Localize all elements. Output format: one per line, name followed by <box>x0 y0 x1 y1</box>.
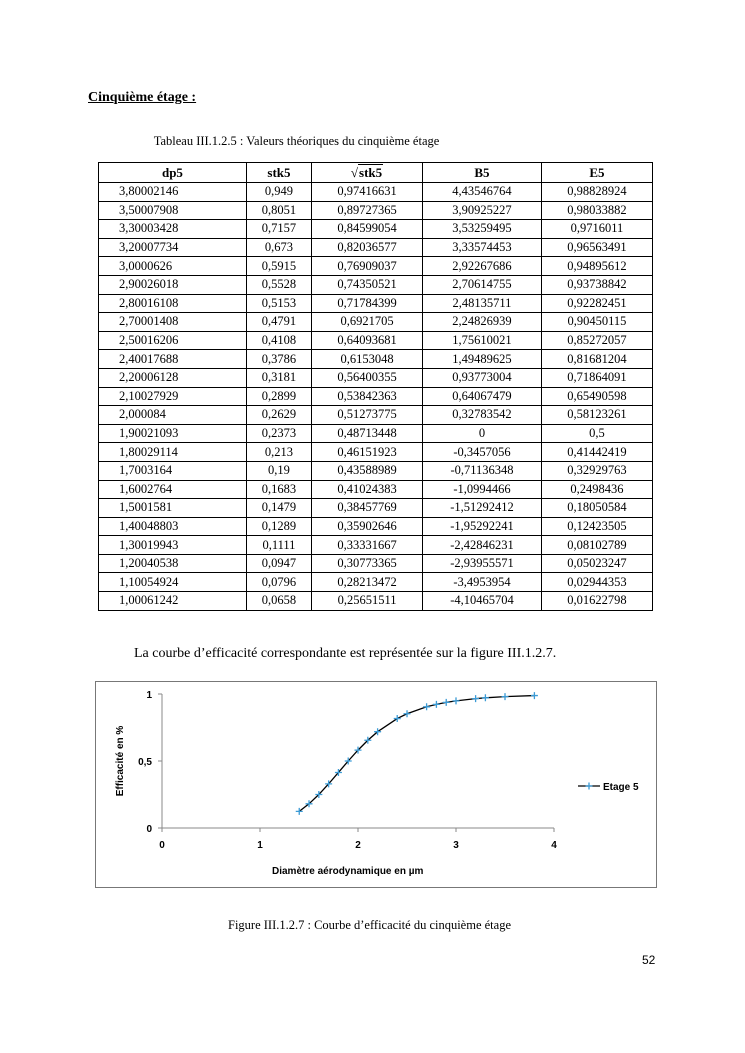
table-cell: 0,6921705 <box>312 313 423 332</box>
table-cell: 3,50007908 <box>99 201 247 220</box>
table-cell: -3,4953954 <box>423 573 542 592</box>
table-cell: 2,90026018 <box>99 275 247 294</box>
table-cell: 1,00061242 <box>99 592 247 611</box>
data-point <box>443 699 450 706</box>
table-cell: 0,43588989 <box>312 461 423 480</box>
table-cell: 2,10027929 <box>99 387 247 406</box>
table-cell: 0,02944353 <box>541 573 652 592</box>
table-cell: 0,1479 <box>246 499 311 518</box>
table-cell: 0,0947 <box>246 554 311 573</box>
table-cell: 1,75610021 <box>423 331 542 350</box>
table-cell: 0,64093681 <box>312 331 423 350</box>
table-cell: 0,3786 <box>246 350 311 369</box>
legend-marker <box>586 783 593 790</box>
table-cell: 0,18050584 <box>541 499 652 518</box>
y-axis-label: Efficacité en % <box>115 725 126 797</box>
table-header-row <box>99 163 653 183</box>
table-cell: 3,33574453 <box>423 238 542 257</box>
table-cell: 0,92282451 <box>541 294 652 313</box>
table-cell: 0,32783542 <box>423 406 542 425</box>
table-row <box>99 517 653 536</box>
table-cell: 0,0796 <box>246 573 311 592</box>
table-cell: -2,93955571 <box>423 554 542 573</box>
table-cell: 0,2373 <box>246 424 311 443</box>
data-point <box>453 697 460 704</box>
table-cell: 0,5153 <box>246 294 311 313</box>
table-cell: 0,12423505 <box>541 517 652 536</box>
values-table <box>98 162 653 611</box>
table-row <box>99 368 653 387</box>
table-row <box>99 313 653 332</box>
table-cell: 3,20007734 <box>99 238 247 257</box>
table-row <box>99 424 653 443</box>
header-e5: E5 <box>541 163 652 183</box>
legend-label: Etage 5 <box>603 782 639 793</box>
table-cell: 2,92267686 <box>423 257 542 276</box>
data-point <box>472 695 479 702</box>
table-cell: 2,70614755 <box>423 275 542 294</box>
table-cell: 0,5915 <box>246 257 311 276</box>
table-cell: 0,1111 <box>246 536 311 555</box>
table-cell: 0,82036577 <box>312 238 423 257</box>
table-row <box>99 238 653 257</box>
table-cell: 3,53259495 <box>423 220 542 239</box>
table-cell: 1,30019943 <box>99 536 247 555</box>
table-row <box>99 499 653 518</box>
table-cell: 4,43546764 <box>423 183 542 202</box>
table-cell: 0,2498436 <box>541 480 652 499</box>
data-point <box>394 715 401 722</box>
table-cell: 0,53842363 <box>312 387 423 406</box>
table-row <box>99 331 653 350</box>
table-cell: 1,7003164 <box>99 461 247 480</box>
table-cell: 1,90021093 <box>99 424 247 443</box>
header-stk5: stk5 <box>246 163 311 183</box>
table-cell: -2,42846231 <box>423 536 542 555</box>
table-cell: 0,19 <box>246 461 311 480</box>
data-point <box>502 693 509 700</box>
sqrt-icon: √ <box>350 165 359 180</box>
table-cell: -1,95292241 <box>423 517 542 536</box>
table-cell: 0,41024383 <box>312 480 423 499</box>
table-row <box>99 294 653 313</box>
table-cell: 0,7157 <box>246 220 311 239</box>
table-cell: 0,89727365 <box>312 201 423 220</box>
table-cell: 0,1683 <box>246 480 311 499</box>
table-cell: 0,05023247 <box>541 554 652 573</box>
table-cell: -0,71136348 <box>423 461 542 480</box>
table-cell: 0,4108 <box>246 331 311 350</box>
table-cell: -4,10465704 <box>423 592 542 611</box>
table-cell: 0,28213472 <box>312 573 423 592</box>
table-cell: 0,213 <box>246 443 311 462</box>
table-cell: -1,51292412 <box>423 499 542 518</box>
table-cell: 0,0658 <box>246 592 311 611</box>
header-b5: B5 <box>423 163 542 183</box>
section-title: Cinquième étage : <box>88 90 197 105</box>
table-cell: -0,3457056 <box>423 443 542 462</box>
table-row <box>99 554 653 573</box>
table-cell: 0,9716011 <box>541 220 652 239</box>
table-cell: 2,70001408 <box>99 313 247 332</box>
data-point <box>404 710 411 717</box>
table-caption: Tableau III.1.2.5 : Valeurs théoriques du cinquième étage <box>153 134 440 148</box>
x-tick-label: 4 <box>551 840 557 851</box>
table-row <box>99 461 653 480</box>
x-tick-label: 1 <box>257 840 263 851</box>
header-dp5: dp5 <box>99 163 247 183</box>
table-cell: 2,80016108 <box>99 294 247 313</box>
table-row <box>99 387 653 406</box>
y-tick-label: 0 <box>146 824 152 835</box>
table-cell: 0,98033882 <box>541 201 652 220</box>
table-cell: 0,76909037 <box>312 257 423 276</box>
table-cell: 0,38457769 <box>312 499 423 518</box>
table-cell: 1,10054924 <box>99 573 247 592</box>
table-cell: 1,6002764 <box>99 480 247 499</box>
table-cell: 2,20006128 <box>99 368 247 387</box>
table-cell: 0,30773365 <box>312 554 423 573</box>
table-cell: -1,0994466 <box>423 480 542 499</box>
table-cell: 0,71784399 <box>312 294 423 313</box>
sqrt-argument: stk5 <box>359 165 383 180</box>
table-cell: 1,49489625 <box>423 350 542 369</box>
table-row <box>99 201 653 220</box>
table-cell: 2,24826939 <box>423 313 542 332</box>
table-cell: 0,46151923 <box>312 443 423 462</box>
body-text: La courbe d’efficacité correspondante est représentée sur la figure III.1.2.7. <box>134 646 557 661</box>
table-cell: 1,20040538 <box>99 554 247 573</box>
table-cell: 0,85272057 <box>541 331 652 350</box>
table-cell: 0,93738842 <box>541 275 652 294</box>
table-row <box>99 480 653 499</box>
table-cell: 0,97416631 <box>312 183 423 202</box>
table-row <box>99 183 653 202</box>
table-cell: 0,48713448 <box>312 424 423 443</box>
table-cell: 0,71864091 <box>541 368 652 387</box>
table-cell: 0,51273775 <box>312 406 423 425</box>
x-axis-label: Diamètre aérodynamique en µm <box>272 866 424 877</box>
table-cell: 0,5 <box>541 424 652 443</box>
table-cell: 2,50016206 <box>99 331 247 350</box>
table-cell: 3,30003428 <box>99 220 247 239</box>
table-cell: 0,41442419 <box>541 443 652 462</box>
table-row <box>99 592 653 611</box>
table-row <box>99 573 653 592</box>
table-cell: 0,84599054 <box>312 220 423 239</box>
x-tick-label: 0 <box>159 840 165 851</box>
table-cell: 0,08102789 <box>541 536 652 555</box>
table-cell: 0,35902646 <box>312 517 423 536</box>
table-cell: 0,74350521 <box>312 275 423 294</box>
table-cell: 0,81681204 <box>541 350 652 369</box>
table-cell: 0,01622798 <box>541 592 652 611</box>
table-row <box>99 257 653 276</box>
table-row <box>99 220 653 239</box>
table-cell: 0,96563491 <box>541 238 652 257</box>
table-cell: 0,33331667 <box>312 536 423 555</box>
x-tick-label: 3 <box>453 840 459 851</box>
data-point <box>423 703 430 710</box>
series-line <box>299 696 534 812</box>
header-sqrt-stk5 <box>312 163 423 183</box>
chart-svg <box>96 682 656 887</box>
table-cell: 0,5528 <box>246 275 311 294</box>
table-row <box>99 443 653 462</box>
table-cell: 0,32929763 <box>541 461 652 480</box>
table-cell: 0,98828924 <box>541 183 652 202</box>
data-point <box>482 694 489 701</box>
table-cell: 0,2899 <box>246 387 311 406</box>
table-cell: 0,25651511 <box>312 592 423 611</box>
table-cell: 0,65490598 <box>541 387 652 406</box>
table-cell: 0,673 <box>246 238 311 257</box>
table-cell: 2,40017688 <box>99 350 247 369</box>
table-row <box>99 350 653 369</box>
table-row <box>99 406 653 425</box>
page-number: 52 <box>642 953 656 967</box>
table-cell: 3,80002146 <box>99 183 247 202</box>
table-cell: 1,40048803 <box>99 517 247 536</box>
table-cell: 0,94895612 <box>541 257 652 276</box>
table-row <box>99 536 653 555</box>
table-cell: 0,64067479 <box>423 387 542 406</box>
x-tick-label: 2 <box>355 840 361 851</box>
table-cell: 0,58123261 <box>541 406 652 425</box>
y-tick-label: 0,5 <box>138 757 152 768</box>
data-point <box>433 701 440 708</box>
table-cell: 3,0000626 <box>99 257 247 276</box>
table-cell: 0 <box>423 424 542 443</box>
table-cell: 1,80029114 <box>99 443 247 462</box>
table-row <box>99 275 653 294</box>
table-cell: 0,56400355 <box>312 368 423 387</box>
data-point <box>531 692 538 699</box>
table-cell: 0,4791 <box>246 313 311 332</box>
table-cell: 0,3181 <box>246 368 311 387</box>
table-cell: 0,949 <box>246 183 311 202</box>
figure-caption: Figure III.1.2.7 : Courbe d’efficacité du cinquième étage <box>228 918 511 932</box>
table-cell: 0,8051 <box>246 201 311 220</box>
table-cell: 0,93773004 <box>423 368 542 387</box>
table-cell: 3,90925227 <box>423 201 542 220</box>
efficiency-chart <box>95 681 657 888</box>
table-cell: 1,5001581 <box>99 499 247 518</box>
table-cell: 0,2629 <box>246 406 311 425</box>
table-cell: 0,90450115 <box>541 313 652 332</box>
table-cell: 0,1289 <box>246 517 311 536</box>
table-cell: 2,000084 <box>99 406 247 425</box>
table-cell: 0,6153048 <box>312 350 423 369</box>
table-cell: 2,48135711 <box>423 294 542 313</box>
y-tick-label: 1 <box>146 690 152 701</box>
